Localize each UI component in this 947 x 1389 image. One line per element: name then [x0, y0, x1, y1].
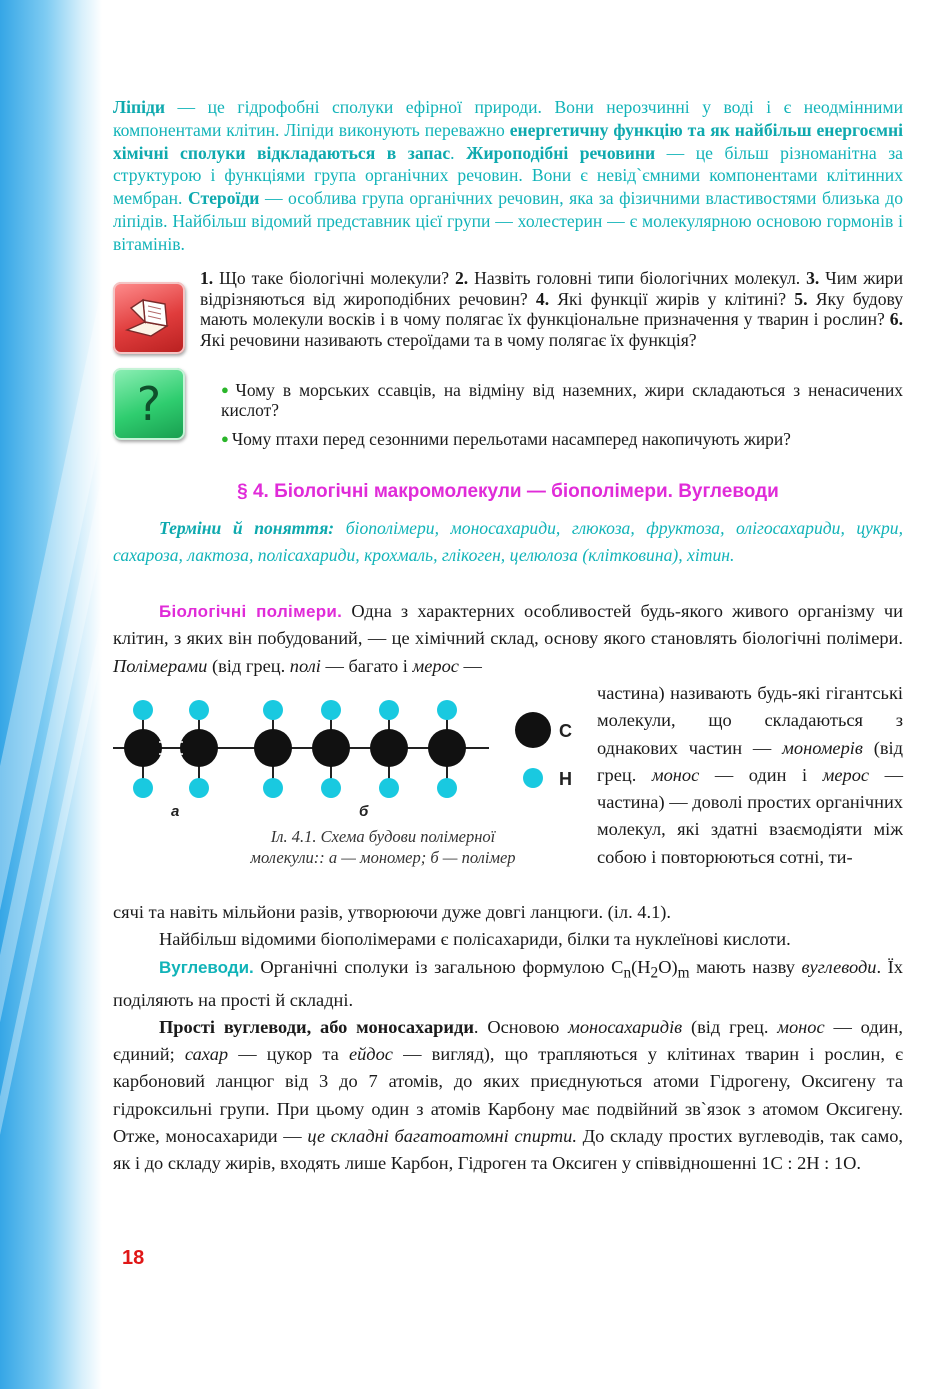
bio-polymers-paragraph — [113, 598, 903, 680]
body-text: . Основою — [473, 1016, 569, 1037]
figure-label-b: б — [359, 803, 369, 820]
formula-subscript: n — [623, 964, 632, 982]
question-number: 3. — [806, 268, 820, 288]
question-text: Чим жири відрізняються від жироподібних речовин? — [200, 268, 903, 309]
questions-list — [200, 268, 903, 350]
carbohydrates-paragraph — [113, 954, 903, 1014]
body-text: — багато і — [320, 655, 413, 676]
lipids-term: Ліпіди — [113, 97, 166, 117]
hydrogen-atom-icon — [523, 768, 543, 788]
lipids-paragraph — [113, 96, 903, 256]
body-italic: Полімерами — [113, 655, 208, 676]
body-italic: монос — [651, 764, 700, 785]
body-italic: монос — [777, 1016, 825, 1037]
body-italic: мерос — [822, 764, 870, 785]
polymer-structure-figure — [113, 690, 583, 880]
lipids-text: . — [450, 142, 467, 163]
formula-subscript: 2 — [650, 964, 659, 982]
caption-line: молекули:: а — мономер; б — полімер — [250, 848, 516, 867]
body-italic: полі — [289, 655, 321, 676]
simple-carbohydrates-paragraph — [113, 1014, 903, 1178]
body-text: (H — [631, 956, 651, 977]
atom-legend — [515, 712, 572, 789]
body-text: (від грец. — [682, 1016, 778, 1037]
question-mark-icon: ? — [113, 368, 185, 440]
body-text: — вигляд), що трапляються у клітинах тварин і рослин, є карбоновий ланцюг від 3 до 7 атомів, до яких приєднуються атоми Гідрогену, Оксигену та гідроксильні групи. При цьому один з атомів Карбону має подвійний зв`язок з атомом Оксигену. Отже, моносахариди — — [113, 1044, 903, 1147]
body-text: O) — [658, 956, 678, 977]
question-number: 1. — [200, 268, 214, 288]
polymer-diagram-chain — [231, 700, 489, 798]
question-text: Яку будову мають молекули восків і в чому полягає їх функціональне призначення у тварин і рослин? — [200, 288, 903, 329]
lipids-text: — особлива група органічних речовин, яка за фізичними властивостями близька до ліпідів. Найбільш відомий представник цієї групи — холестерин — є молекулярною основою гормонів і вітамінів. — [113, 188, 903, 254]
body-text: — — [458, 655, 482, 676]
fatlike-term: Жироподібні речовини — [466, 142, 656, 163]
carbohydrates-heading: Вуглеводи. — [159, 957, 254, 977]
simple-carbs-heading: Прості вуглеводи, або моносахариди — [159, 1016, 474, 1037]
body-italic: сахар — [184, 1044, 229, 1065]
body-text: . Їх поділяють на прості й складні. — [113, 956, 903, 1010]
polymer-definition-text — [597, 680, 903, 871]
bullet-icon: ● — [221, 431, 229, 446]
lipids-text: — це гідрофобні сполуки ефірної природи. Вони нерозчинні у воді і є неодмінними компонентами клітин. Ліпіди виконують переважно — [113, 97, 903, 140]
bullet-icon: ● — [221, 382, 233, 397]
task-item — [221, 429, 903, 449]
question-number: 6. — [889, 309, 903, 329]
body-italic: мерос — [412, 655, 459, 676]
body-text: Органічні сполуки із загальною формулою C — [253, 956, 624, 977]
caption-line: Іл. 4.1. Схема будови полімерної — [270, 827, 496, 846]
legend-hydrogen-label: Н — [559, 769, 572, 789]
body-text: (від грец. — [207, 655, 290, 676]
monomer-diagram — [113, 700, 233, 798]
question-text: Назвіть головні типи біологічних молекул. — [468, 268, 807, 288]
body-italic: це складні багатоатомні спирти. — [307, 1126, 577, 1147]
body-text: — частина) — доволі простих органічних молекул, які здатні взаємодіяти між собою і повторюються сотні, ти- — [597, 764, 903, 867]
body-italic: моносахаридів — [568, 1016, 683, 1037]
carbon-atom-icon — [515, 712, 551, 748]
question-text: Які речовини називають стероїдами та в чому полягає їх функція? — [200, 329, 697, 350]
legend-carbon-label: С — [559, 721, 572, 741]
body-italic: мономерів — [782, 737, 863, 758]
task-text: Чому птахи перед сезонними перельотами насамперед накопичують жири? — [231, 429, 791, 449]
body-italic: вуглеводи — [801, 956, 877, 977]
question-number: 2. — [455, 268, 469, 288]
section-heading: § 4. Біологічні макромолекули — біополімери. Вуглеводи — [237, 481, 779, 502]
review-questions-block — [113, 268, 903, 454]
formula-subscript: m — [677, 964, 690, 982]
question-number: 5. — [794, 288, 808, 309]
steroids-term: Стероїди — [187, 188, 260, 209]
polymer-continuation: сячі та навіть мільйони разів, утворюючи дуже довгі ланцюги. (іл. 4.1). — [113, 902, 671, 922]
question-text: Які функції жирів у клітині? — [549, 288, 795, 309]
reading-book-icon — [113, 282, 185, 354]
body-text: мають назву — [689, 956, 802, 977]
polymer-diagram — [113, 690, 583, 820]
question-text: Що таке біологічні молекули? — [213, 268, 455, 288]
body-italic: ейдос — [348, 1044, 393, 1065]
terms-list: біополімери, моносахариди, глюкоза, фруктоза, олігосахариди, цукри, сахароза, лактоза, полісахариди, крохмаль, глікоген, целюлоза (клітковина), хітин. — [113, 518, 903, 565]
body-text: — один, єдиний; — [113, 1016, 903, 1065]
famous-polymers-paragraph: Найбільш відомими біополімерами є полісахариди, білки та нуклеїнові кислоти. — [159, 929, 791, 950]
bio-polymers-heading: Біологічні полімери. — [159, 602, 343, 621]
figure-caption — [173, 826, 593, 868]
body-text: Одна з характерних особливостей будь-якого живого організму чи клітин, з яких він побудований, — це хімічний склад, основу якого становлять біологічні полімери. — [113, 601, 903, 649]
decorative-side-band — [0, 0, 102, 1389]
task-text: Чому в морських ссавців, на відміну від наземних, жири складаються з ненасичених кислот? — [221, 380, 903, 420]
body-text: — один і — [699, 764, 823, 785]
figure-label-a: а — [171, 803, 180, 820]
body-text: До складу простих вуглеводів, так само, як і до складу жирів, входять лише Карбон, Гідроген та Оксиген у співвідношенні 1С : 2Н : 1О. — [113, 1126, 903, 1174]
lipids-text: — це більш різноманітна за структурою і функціями група органічних речовин. Вони є невід`ємними компонентами клітинних мембран. — [113, 142, 903, 209]
body-text: — цукор та — [228, 1044, 349, 1065]
task-item — [221, 380, 903, 420]
lipids-section — [113, 96, 903, 256]
terms-paragraph — [113, 515, 903, 569]
main-body-text — [113, 899, 903, 1178]
lipids-emphasis: енергетичну функцію та як найбільш енергоємні хімічні сполуки відкладаються в запас — [113, 119, 903, 163]
question-number: 4. — [535, 288, 550, 309]
terms-label: Терміни й поняття: — [159, 518, 335, 538]
body-text: (від грец. — [597, 737, 903, 785]
thinking-tasks — [221, 380, 903, 458]
page-number: 18 — [122, 1247, 145, 1269]
body-text: частина) називають будь-які гігантські молекули, що складаються з однакових частин — — [597, 683, 903, 758]
